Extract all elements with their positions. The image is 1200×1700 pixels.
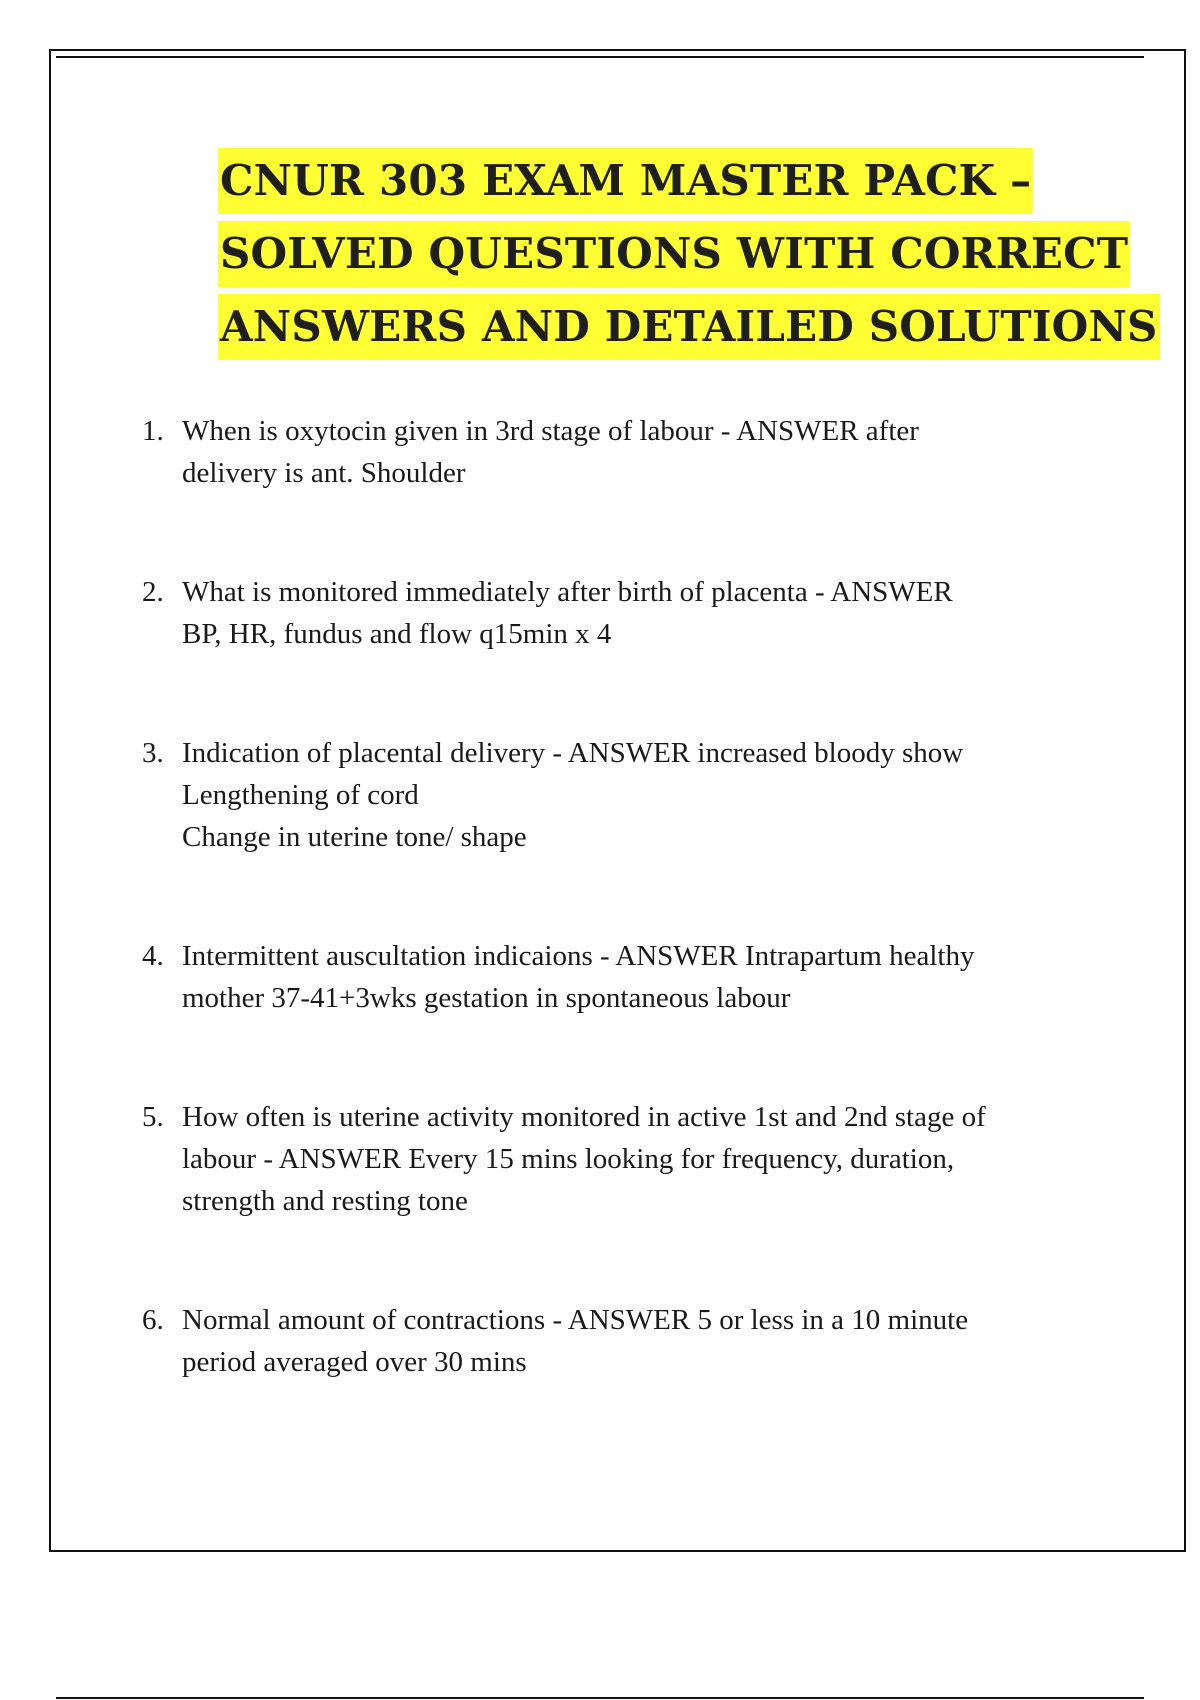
question-text-line: labour - ANSWER Every 15 mins looking for frequency, duration,	[182, 1143, 955, 1175]
question-number: 5.	[142, 1101, 164, 1133]
question-item	[142, 571, 1082, 655]
question-text-line: BP, HR, fundus and flow q15min x 4	[182, 618, 612, 650]
question-list	[142, 410, 1082, 1460]
question-text-line: Change in uterine tone/ shape	[182, 821, 527, 853]
question-item	[142, 410, 1082, 494]
question-number: 6.	[142, 1304, 164, 1336]
question-text-line: strength and resting tone	[182, 1185, 468, 1217]
question-item	[142, 935, 1082, 1019]
question-text-line: Lengthening of cord	[182, 779, 419, 811]
question-text-line: period averaged over 30 mins	[182, 1346, 527, 1378]
question-text-line: What is monitored immediately after birth of placenta - ANSWER	[182, 576, 953, 608]
question-number: 2.	[142, 576, 164, 608]
question-number: 4.	[142, 940, 164, 972]
question-item	[142, 1299, 1082, 1383]
top-rule	[56, 56, 1144, 58]
question-item	[142, 732, 1082, 858]
question-item	[142, 1096, 1082, 1222]
title-line-2: SOLVED QUESTIONS WITH CORRECT	[218, 221, 1130, 287]
question-number: 1.	[142, 415, 164, 447]
question-text-line: Intermittent auscultation indicaions - ANSWER Intrapartum healthy	[182, 940, 975, 972]
bottom-rule	[56, 1697, 1144, 1699]
question-text-line: When is oxytocin given in 3rd stage of labour - ANSWER after	[182, 415, 919, 447]
document-title	[218, 148, 1158, 367]
title-line-3: ANSWERS AND DETAILED SOLUTIONS	[218, 294, 1160, 360]
question-text-line: delivery is ant. Shoulder	[182, 457, 466, 489]
question-text-line: mother 37-41+3wks gestation in spontaneous labour	[182, 982, 791, 1014]
title-line-1: CNUR 303 EXAM MASTER PACK –	[218, 148, 1033, 214]
question-text-line: Indication of placental delivery - ANSWER increased bloody show	[182, 737, 964, 769]
question-text-line: How often is uterine activity monitored in active 1st and 2nd stage of	[182, 1101, 986, 1133]
question-number: 3.	[142, 737, 164, 769]
question-text-line: Normal amount of contractions - ANSWER 5 or less in a 10 minute	[182, 1304, 969, 1336]
